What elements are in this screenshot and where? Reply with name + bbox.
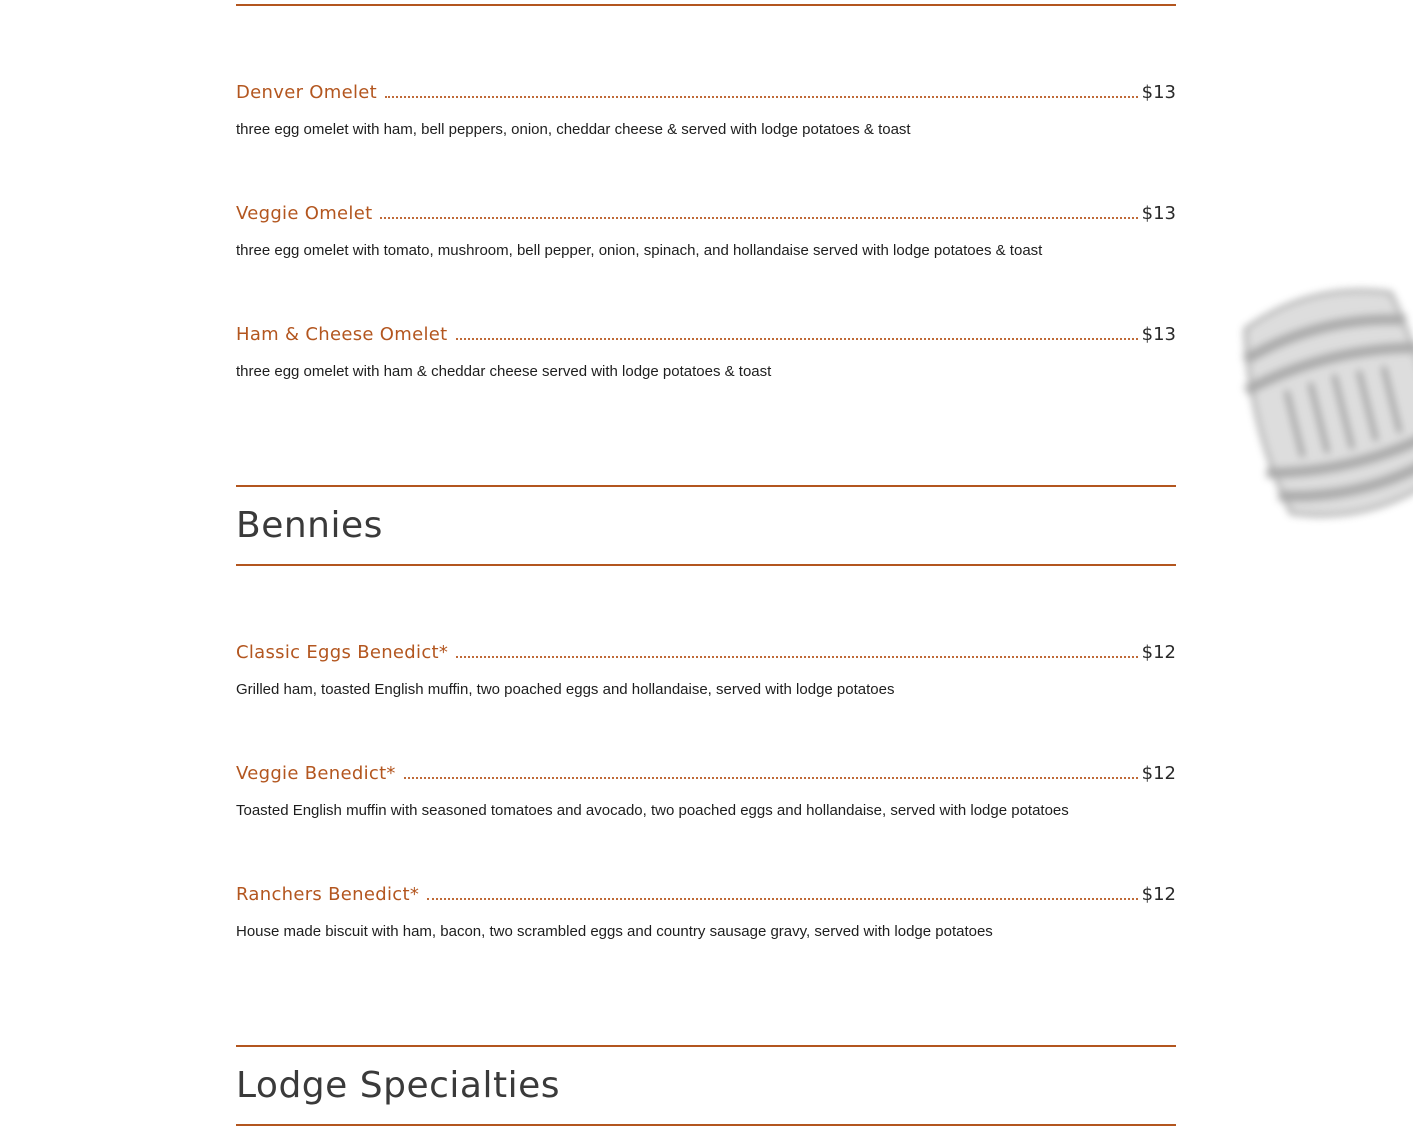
section-rule-top: [236, 4, 1176, 6]
menu-item-description: House made biscuit with ham, bacon, two scrambled eggs and country sausage gravy, served with lodge potatoes: [236, 923, 993, 940]
leader-dots: [404, 777, 1138, 779]
menu-item-name: Denver Omelet: [236, 82, 378, 103]
section-rule-top: [236, 1045, 1176, 1047]
menu-item-price: $12: [1141, 763, 1176, 784]
section-rule-bottom: [236, 1124, 1176, 1126]
menu-item-name: Veggie Omelet: [236, 203, 373, 224]
barrel-icon: [1236, 268, 1413, 538]
menu-item-price: $12: [1141, 642, 1176, 663]
menu-item-description: three egg omelet with tomato, mushroom, bell pepper, onion, spinach, and hollandaise served with lodge potatoes & toast: [236, 242, 1043, 259]
menu-item-name: Ranchers Benedict*: [236, 884, 420, 905]
leader-dots: [385, 96, 1138, 98]
menu-item-denver-omelet: [236, 78, 1176, 104]
section-title-lodge-specialties: Lodge Specialties: [236, 1065, 560, 1106]
section-title-bennies: Bennies: [236, 505, 383, 546]
menu-item-veggie-benedict: [236, 759, 1176, 785]
section-rule-top: [236, 485, 1176, 487]
menu-item-classic-eggs-benedict: [236, 638, 1176, 664]
menu-item-veggie-omelet: [236, 199, 1176, 225]
menu-item-description: Toasted English muffin with seasoned tomatoes and avocado, two poached eggs and hollandaise, served with lodge potatoes: [236, 802, 1069, 819]
menu-item-name: Ham & Cheese Omelet: [236, 324, 448, 345]
menu-item-price: $13: [1141, 324, 1176, 345]
menu-item-description: three egg omelet with ham & cheddar cheese served with lodge potatoes & toast: [236, 363, 772, 380]
menu-item-price: $13: [1141, 82, 1176, 103]
menu-item-name: Classic Eggs Benedict*: [236, 642, 449, 663]
menu-item-ranchers-benedict: [236, 880, 1176, 906]
menu-item-price: $13: [1141, 203, 1176, 224]
section-rule-bottom: [236, 564, 1176, 566]
leader-dots: [456, 338, 1138, 340]
menu-item-name: Veggie Benedict*: [236, 763, 396, 784]
menu-item-ham-cheese-omelet: [236, 320, 1176, 346]
leader-dots: [427, 898, 1138, 900]
leader-dots: [456, 656, 1137, 658]
menu-item-price: $12: [1141, 884, 1176, 905]
menu-item-description: Grilled ham, toasted English muffin, two poached eggs and hollandaise, served with lodge potatoes: [236, 681, 895, 698]
leader-dots: [380, 217, 1137, 219]
menu-item-description: three egg omelet with ham, bell peppers, onion, cheddar cheese & served with lodge potatoes & toast: [236, 121, 911, 138]
